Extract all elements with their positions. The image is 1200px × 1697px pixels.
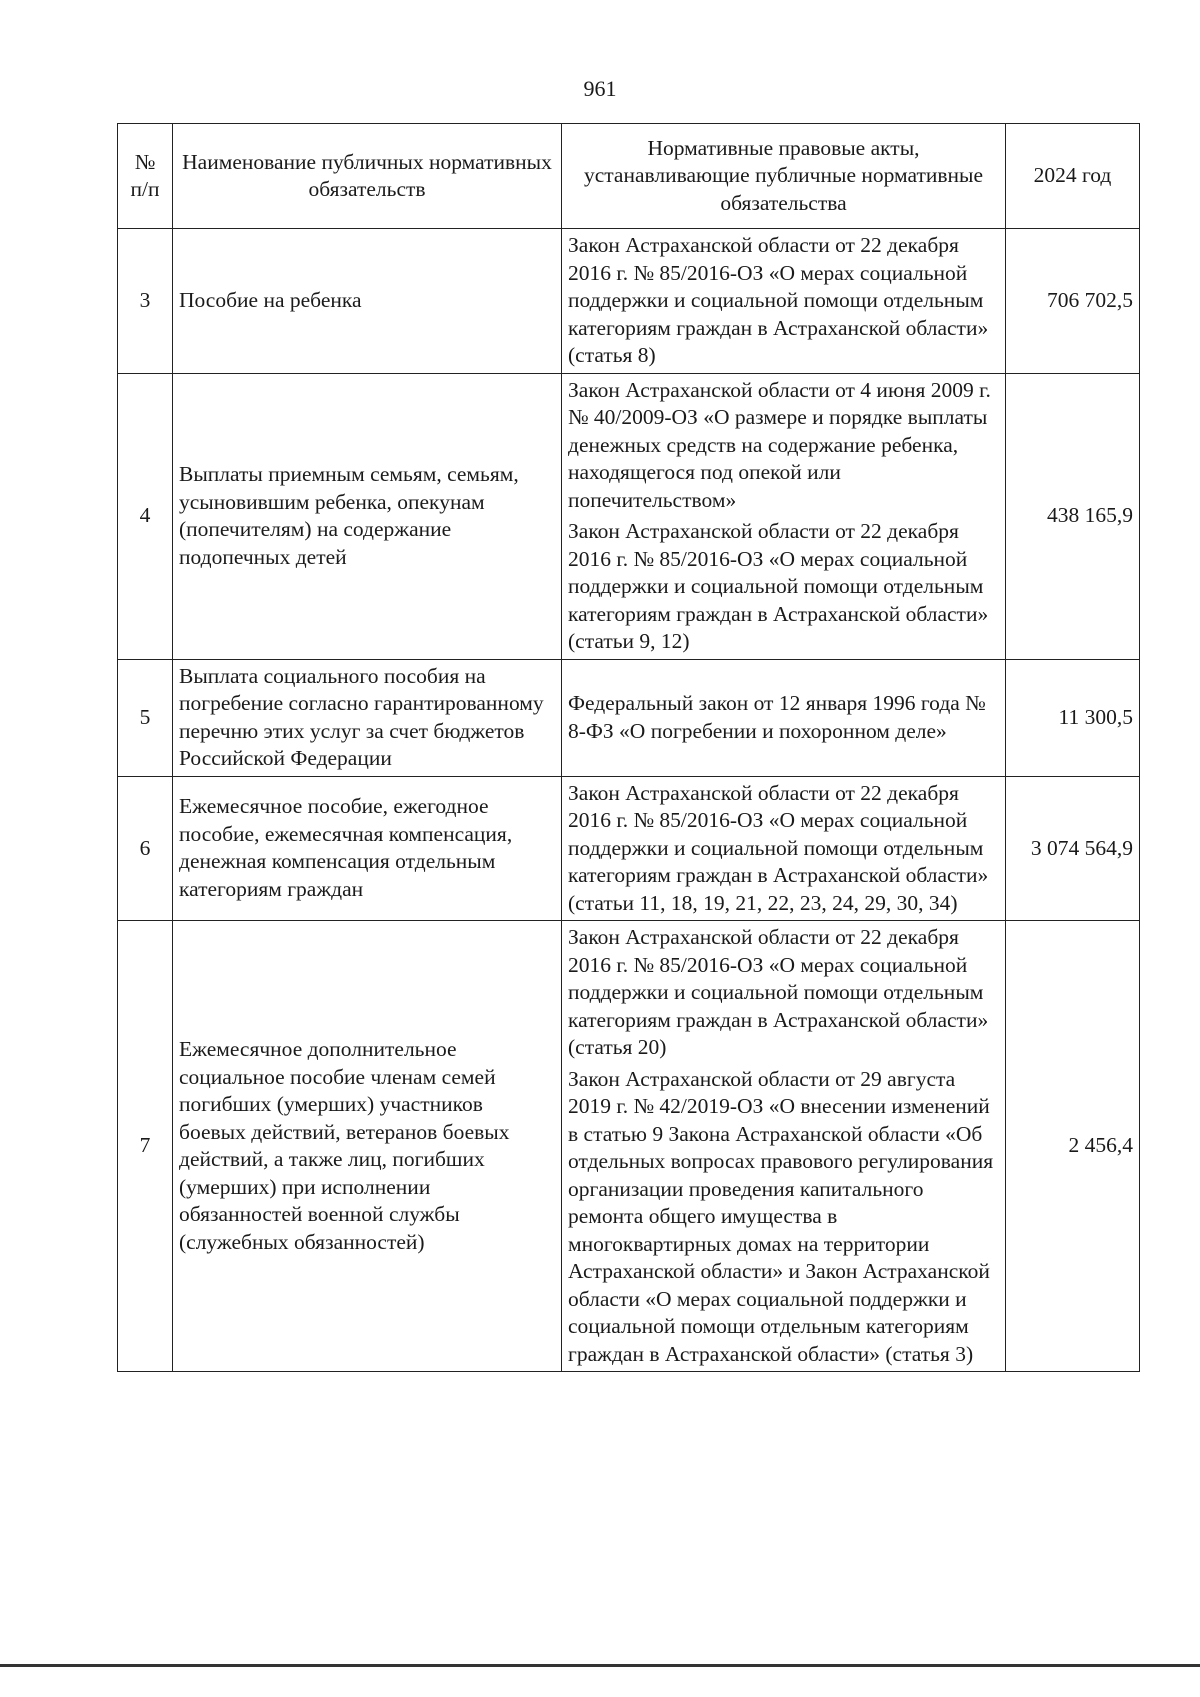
act-text: Закон Астраханской области от 4 июня 2009 г. № 40/2009-ОЗ «О размере и порядке выплаты денежных средств на содержание ребенка, находящегося под опекой или попечительством» xyxy=(568,377,991,512)
bottom-divider xyxy=(0,1664,1200,1667)
header-year: 2024 год xyxy=(1006,124,1140,229)
row-num: 6 xyxy=(118,776,173,921)
row-name: Ежемесячное дополнительное социальное пособие членам семей погибших (умерших) участников боевых действий, ветеранов боевых действий, а также лиц, погибших (умерших) при исполнении обязанностей военной службы (служебных обязанностей) xyxy=(173,921,562,1372)
row-amount: 11 300,5 xyxy=(1006,659,1140,776)
row-acts xyxy=(562,229,1006,374)
row-num: 3 xyxy=(118,229,173,374)
header-name: Наименование публичных нормативных обязательств xyxy=(173,124,562,229)
row-name: Выплата социального пособия на погребение согласно гарантированному перечню этих услуг за счет бюджетов Российской Федерации xyxy=(173,659,562,776)
row-amount: 706 702,5 xyxy=(1006,229,1140,374)
act-text: Закон Астраханской области от 22 декабря 2016 г. № 85/2016-ОЗ «О мерах социальной поддержки и социальной помощи отдельным категориям граждан в Астраханской области» (статья 8) xyxy=(568,233,989,367)
act-text: Закон Астраханской области от 29 августа 2019 г. № 42/2019-ОЗ «О внесении изменений в статью 9 Закона Астраханской области «Об отдельных вопросах правового регулирования организации проведения капитального ремонта общего имущества в многоквартирных домах на территории Астраханской области» и Закон Астраханской области «О мерах социальной поддержки и социальной помощи отдельным категориям граждан в Астраханской области» (статья 3) xyxy=(568,1066,994,1366)
row-amount: 2 456,4 xyxy=(1006,921,1140,1372)
row-name: Выплаты приемным семьям, семьям, усыновившим ребенка, опекунам (попечителям) на содержание подопечных детей xyxy=(173,373,562,659)
row-amount: 3 074 564,9 xyxy=(1006,776,1140,921)
row-acts xyxy=(562,776,1006,921)
table-row xyxy=(118,776,1140,921)
table-row xyxy=(118,373,1140,659)
row-num: 5 xyxy=(118,659,173,776)
table-header-row xyxy=(118,124,1140,229)
header-num: № п/п xyxy=(118,124,173,229)
row-num: 4 xyxy=(118,373,173,659)
act-text: Закон Астраханской области от 22 декабря 2016 г. № 85/2016-ОЗ «О мерах социальной поддержки и социальной помощи отдельным категориям граждан в Астраханской области» (статьи 9, 12) xyxy=(568,519,989,653)
header-acts: Нормативные правовые акты, устанавливающие публичные нормативные обязательства xyxy=(562,124,1006,229)
row-num: 7 xyxy=(118,921,173,1372)
row-name: Пособие на ребенка xyxy=(173,229,562,374)
row-acts xyxy=(562,373,1006,659)
row-acts xyxy=(562,659,1006,776)
act-text: Закон Астраханской области от 22 декабря 2016 г. № 85/2016-ОЗ «О мерах социальной поддержки и социальной помощи отдельным категориям граждан в Астраханской области» (статья 20) xyxy=(568,925,989,1059)
row-acts xyxy=(562,921,1006,1372)
row-amount: 438 165,9 xyxy=(1006,373,1140,659)
act-text: Закон Астраханской области от 22 декабря 2016 г. № 85/2016-ОЗ «О мерах социальной поддержки и социальной помощи отдельным категориям граждан в Астраханской области» (статьи 11, 18, 19, 21, 22, 23, 24, 29, 30, 34) xyxy=(568,780,989,915)
table-row xyxy=(118,659,1140,776)
table-row xyxy=(118,921,1140,1372)
act-text: Федеральный закон от 12 января 1996 года № 8-ФЗ «О погребении и похоронном деле» xyxy=(568,691,986,743)
table-row xyxy=(118,229,1140,374)
obligations-table xyxy=(117,123,1140,1372)
row-name: Ежемесячное пособие, ежегодное пособие, ежемесячная компенсация, денежная компенсация отдельным категориям граждан xyxy=(173,776,562,921)
page-number: 961 xyxy=(583,76,617,101)
